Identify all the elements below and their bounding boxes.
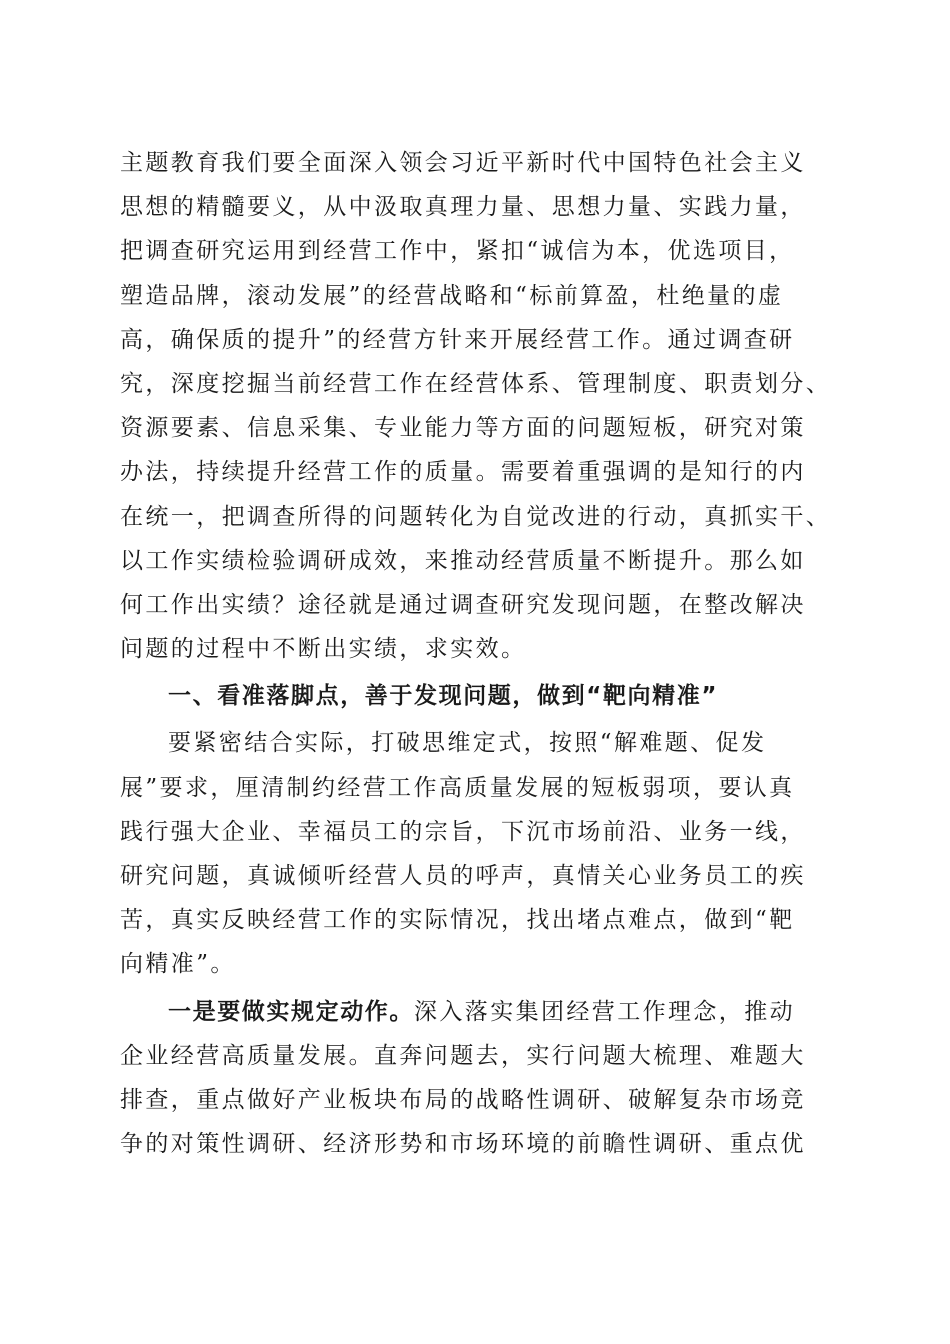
text-line: 以工作实绩检验调研成效，来推动经营质量不断提升。那么如 — [120, 547, 806, 574]
text-line: 苦，真实反映经营工作的实际情况，找出堵点难点，做到“靶 — [120, 907, 795, 934]
text-line: 资源要素、信息采集、专业能力等方面的问题短板，研究对策 — [120, 415, 806, 442]
text-line: 要紧密结合实际，打破思维定式，按照“解难题、促发 — [168, 730, 767, 757]
paragraph-intro — [120, 141, 840, 671]
text-line: 向精准”。 — [120, 951, 236, 978]
text-line: 企业经营高质量发展。直奔问题去，实行问题大梳理、难题大 — [120, 1042, 806, 1069]
section-heading: 一、看准落脚点，善于发现问题，做到“靶向精准” — [168, 683, 719, 710]
text-line: 何工作出实绩？途径就是通过调查研究发现问题，在整改解决 — [120, 591, 806, 618]
text-line: 争的对策性调研、经济形势和市场环境的前瞻性调研、重点优 — [120, 1131, 806, 1158]
lead-phrase: 一是要做实规定动作。 — [168, 998, 414, 1025]
document-body — [120, 141, 840, 1166]
text-line: 在统一，把调查所得的问题转化为自觉改进的行动，真抓实干、 — [120, 503, 832, 530]
paragraph-section-body — [120, 721, 840, 986]
text-line: 高，确保质的提升”的经营方针来开展经营工作。通过调查研 — [120, 326, 795, 353]
text-run: 深入落实集团经营工作理念，推动 — [414, 998, 795, 1025]
text-line: 排查，重点做好产业板块布局的战略性调研、破解复杂市场竞 — [120, 1086, 806, 1113]
text-line: 问题的过程中不断出实绩，求实效。 — [120, 636, 527, 663]
text-line: 主题教育我们要全面深入领会习近平新时代中国特色社会主义 — [120, 150, 806, 176]
text-line: 办法，持续提升经营工作的质量。需要着重强调的是知行的内 — [120, 459, 806, 486]
text-line — [120, 990, 840, 1034]
text-line: 展”要求，厘清制约经营工作高质量发展的短板弱项，要认真 — [120, 774, 795, 801]
text-line: 究，深度挖掘当前经营工作在经营体系、管理制度、职责划分、 — [120, 370, 832, 397]
text-line: 践行强大企业、幸福员工的宗旨，下沉市场前沿、业务一线， — [120, 818, 806, 845]
paragraph-point-one — [120, 990, 840, 1167]
text-line: 研究问题，真诚倾听经营人员的呼声，真情关心业务员工的疾 — [120, 863, 806, 889]
text-line: 把调查研究运用到经营工作中，紧扣“诚信为本，优选项目， — [120, 238, 795, 265]
text-line: 思想的精髓要义，从中汲取真理力量、思想力量、实践力量， — [120, 194, 806, 221]
text-line: 塑造品牌，滚动发展”的经营战略和“标前算盈，杜绝量的虚 — [120, 282, 784, 309]
